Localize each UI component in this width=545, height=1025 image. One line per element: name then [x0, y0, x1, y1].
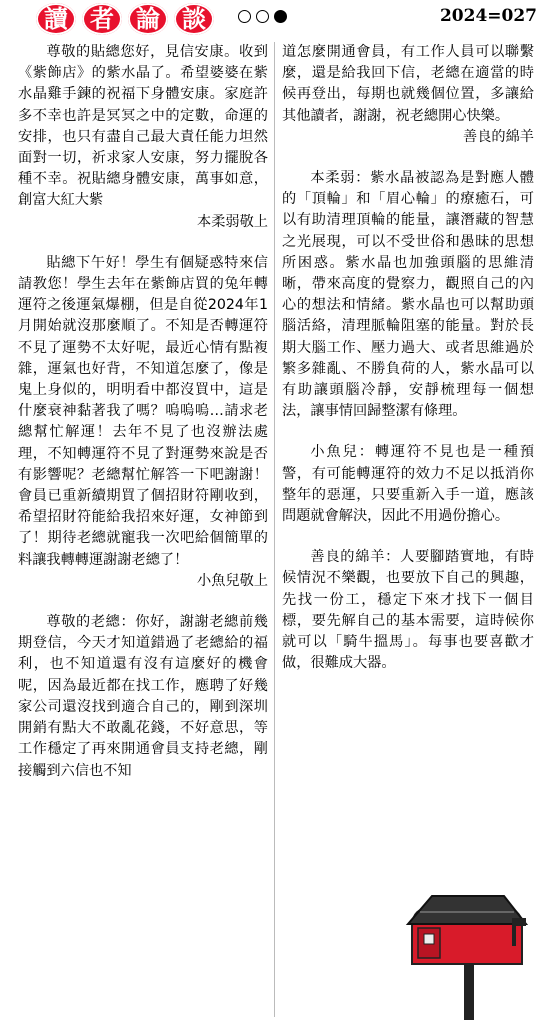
right-column — [282, 42, 534, 674]
reply-body: 善良的綿羊：人要腳踏實地，有時候情況不樂觀，也要放下自己的興趣，先找一份工，穩定下來才找下一個目標，要先解自己的基本需要，這時候你就可以「騎牛搵馬」。每事也要喜歡才做，很難成大器。 — [282, 549, 534, 672]
letter-body: 貼總下午好！學生有個疑惑特來信請教您！學生去年在紫飾店買的兔年轉運符之後運氣爆棚，但是自從2024年1月開始就沒那麼順了。不知是否轉運符不見了運勢不太好呢，最近心情有點複雜，運氣也好背，不知道怎麼了，像是鬼上身似的，明明看中都沒買中，這是什麼衰神黏著我了嗎？嗚嗚嗚…請求老總幫忙解運！去年不見了也沒辦法處理，不知轉運符不見了對運勢來說是否有影響呢？老總幫忙解答一下吧謝謝！會員已重新續期買了個招財符剛收到，希望招財符能給我招來好運，女神節到了！期待老總就寵我一次吧給個簡單的料讓我轉轉運謝謝老總了！ — [18, 254, 268, 568]
decorative-dots — [238, 10, 287, 23]
letter-body: 尊敬的老總：你好，謝謝老總前幾期登信，今天才知道錯過了老總給的福利，也不知道還有沒有這麼好的機會呢，因為最近都在找工作，應聘了好幾家公司還沒找到適合自己的，剛到深圳開銷有點大不敢亂花錢，不好意思，等工作穩定了再來開通會員支持老總，剛接觸到六信也不知 — [18, 614, 268, 779]
letter-signature: 善良的綿羊 — [463, 128, 534, 145]
column-title — [36, 3, 214, 35]
column-header — [0, 0, 545, 38]
letter-continuation: 道怎麼開通會員，有工作人員可以聯繫麼，還是給我回下信，老總在適當的時候再登出，每期也就幾個位置，多讓給其他讀者，謝謝，祝老總開心快樂。 — [282, 44, 534, 124]
circle-outline-icon — [256, 10, 269, 23]
title-char: 讀 — [36, 3, 76, 35]
title-char: 論 — [128, 3, 168, 35]
reply-body: 小魚兒：轉運符不見也是一種預警，有可能轉運符的效力不足以抵消你整年的惡運，只要重新入手一道，應該問題就會解決，因此不用過份擔心。 — [282, 444, 534, 525]
circle-outline-icon — [238, 10, 251, 23]
title-char: 談 — [174, 3, 214, 35]
circle-filled-icon — [274, 10, 287, 23]
letter-signature: 小魚兒敬上 — [197, 572, 268, 589]
reply-body: 本柔弱：紫水晶被認為是對應人體的「頂輪」和「眉心輪」的療癒石，可以有助清理頂輪的能量，讓潛藏的智慧之光展現，可以不受世俗和愚昧的思想所困惑。紫水晶也加強頭腦的思維清晰，帶來高度的覺察力，觀照自己的內心的想法和情緒。紫水晶也可以幫助頭腦活絡，清理脈輪阻塞的能量。對於長期大腦工作、壓力過大、或者思維過於繁多雜亂、不勝負荷的人，紫水晶可以有助讓頭腦冷靜，安靜梳理每一個想法，讓事情回歸整潔有條理。 — [282, 170, 534, 420]
title-char: 者 — [82, 3, 122, 35]
letter-body: 尊敬的貼總您好，見信安康。收到《紫飾店》的紫水晶了。希望婆婆在紫水晶雞手鍊的祝福下身體安康。家庭許多不幸也許是冥冥之中的定數，命運的安排，也只有盡自己最大責任能力坦然面對一切，祈求家人安康，努力擺脫各種不幸。祝貼總身體安康，萬事如意，創富大紅大紫 — [18, 44, 268, 209]
letter-signature: 本柔弱敬上 — [197, 213, 268, 230]
mailbox-icon — [404, 888, 530, 1020]
column-divider — [274, 42, 275, 1017]
issue-number: 2024=027 — [439, 6, 537, 26]
left-column — [18, 42, 268, 782]
